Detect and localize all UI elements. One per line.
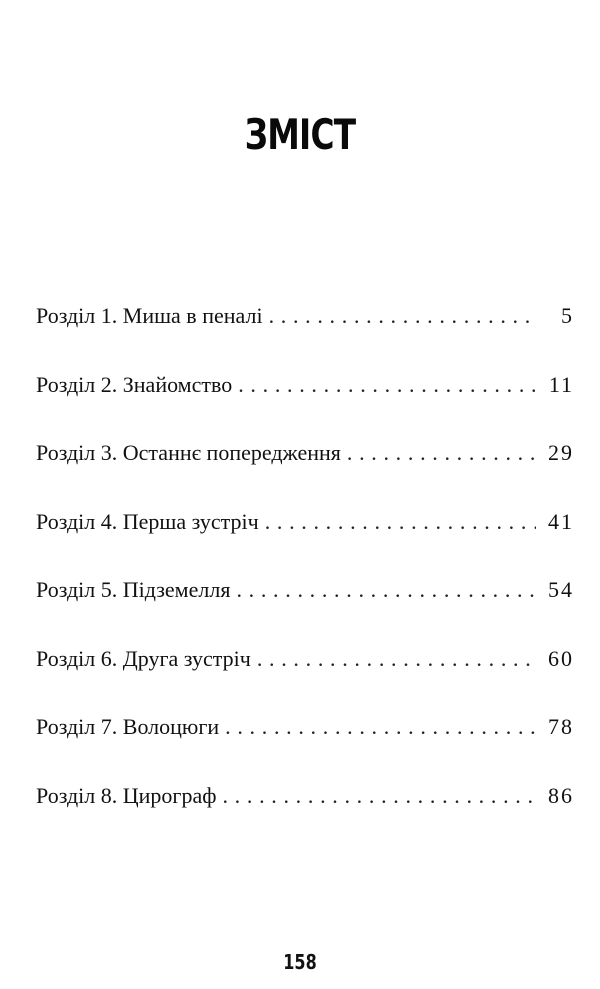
toc-entry-page: 60: [548, 645, 574, 671]
toc-entry-page: 11: [548, 371, 574, 397]
toc-dot-leader: [238, 365, 536, 405]
page-title: ЗМІСТ: [244, 110, 356, 159]
toc-entry: [36, 776, 574, 845]
toc-dot-leader: [222, 776, 536, 816]
toc-entry: [36, 707, 574, 776]
toc-entry-page: 78: [548, 714, 574, 739]
toc-entry: [36, 433, 574, 502]
toc-entry-page: 29: [548, 440, 574, 465]
toc-entry-label: Розділ 1. Миша в пеналі: [36, 303, 263, 328]
toc-dot-leader: [269, 296, 536, 336]
toc-entry: [36, 639, 574, 708]
toc-entry-page: 5: [561, 303, 574, 328]
toc-entry: [36, 296, 574, 365]
toc-entry-label: Розділ 4. Перша зустріч: [36, 508, 259, 534]
toc-entry-label: Розділ 8. Цирограф: [36, 782, 217, 808]
toc-entry: [36, 570, 574, 639]
toc-entry-page: 86: [548, 782, 574, 808]
toc-dot-leader: [347, 433, 536, 473]
toc-dot-leader: [236, 570, 536, 610]
toc-dot-leader: [257, 639, 536, 679]
toc-entry-page: 54: [548, 577, 574, 602]
toc-dot-leader: [225, 707, 536, 747]
toc-entry-label: Розділ 7. Волоцюги: [36, 714, 220, 739]
toc-entry-label: Розділ 6. Друга зустріч: [36, 645, 251, 671]
toc-entry: [36, 365, 574, 434]
page-number: 158: [283, 950, 317, 974]
toc-entry-label: Розділ 3. Останнє попередження: [36, 440, 341, 465]
table-of-contents: [36, 296, 574, 844]
toc-dot-leader: [265, 502, 536, 542]
toc-entry-label: Розділ 2. Знайомство: [36, 371, 233, 397]
toc-entry: [36, 502, 574, 571]
toc-entry-label: Розділ 5. Підземелля: [36, 577, 231, 602]
toc-entry-page: 41: [548, 508, 574, 534]
